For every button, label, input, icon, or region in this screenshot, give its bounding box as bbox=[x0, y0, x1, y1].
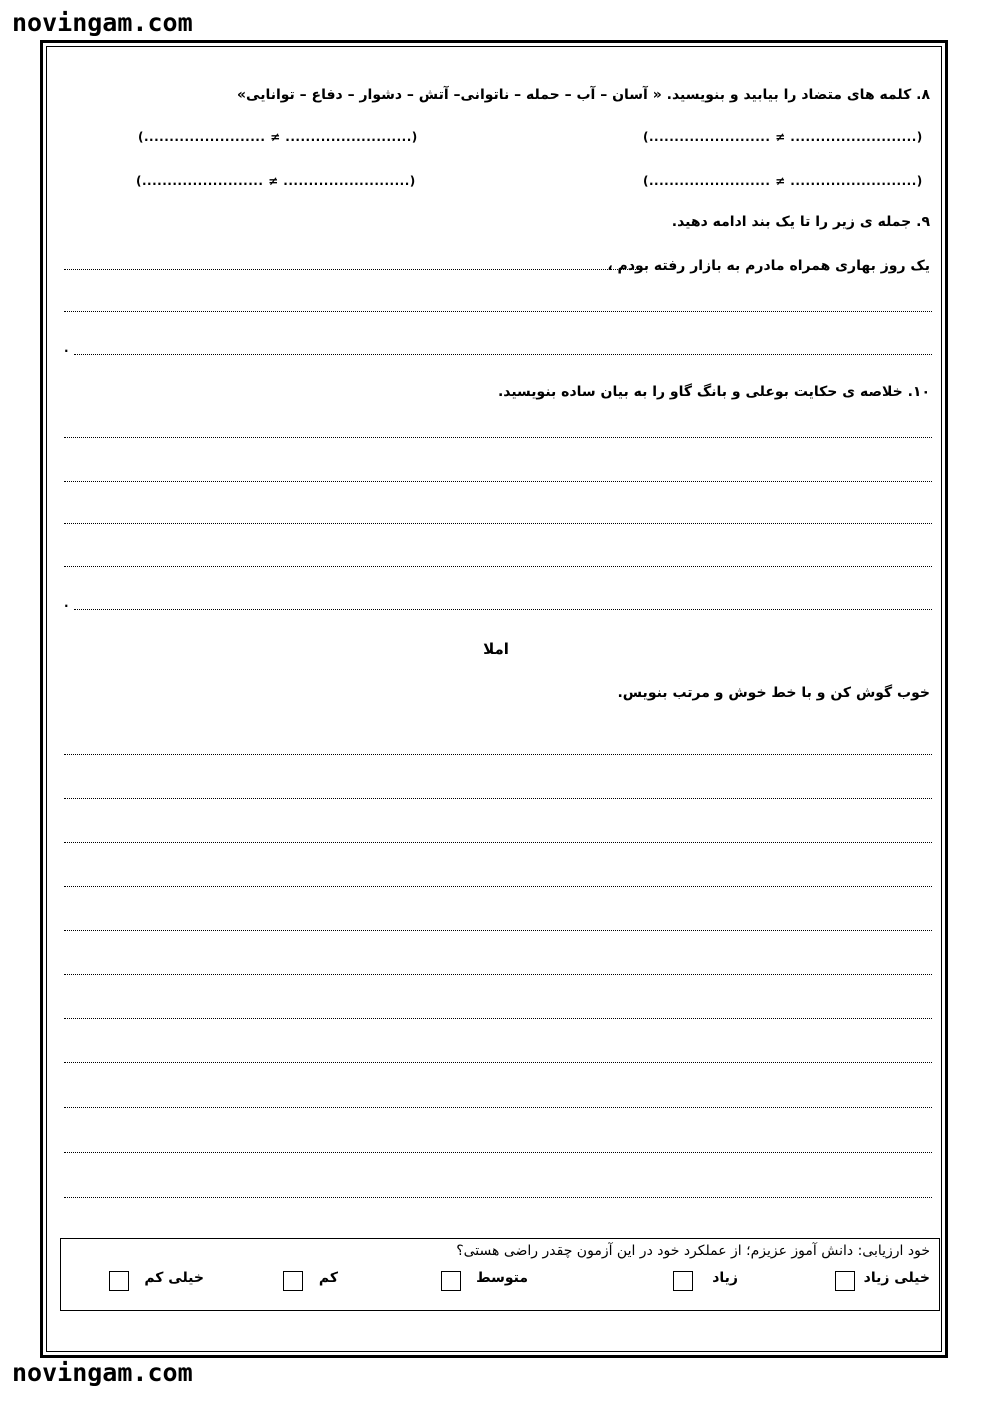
dictation-line[interactable] bbox=[64, 1197, 932, 1198]
answer-line[interactable] bbox=[64, 523, 932, 524]
dictation-line[interactable] bbox=[64, 1062, 932, 1063]
option-high-label: زیاد bbox=[712, 1270, 738, 1286]
antonym-pair-2: (........................ ≠ .........................) bbox=[643, 130, 923, 144]
answer-line[interactable] bbox=[64, 481, 932, 482]
answer-line[interactable] bbox=[64, 311, 932, 312]
antonym-pair-1: (........................ ≠ .........................) bbox=[138, 130, 418, 144]
dictation-line[interactable] bbox=[64, 974, 932, 975]
dictation-line[interactable] bbox=[64, 886, 932, 887]
option-very-low-label: خیلی کم bbox=[144, 1270, 204, 1286]
option-low-label: کم bbox=[318, 1270, 338, 1286]
option-low-checkbox[interactable] bbox=[283, 1271, 303, 1291]
option-high-checkbox[interactable] bbox=[673, 1271, 693, 1291]
self-eval-question: خود ارزیابی: دانش آموز عزیزم؛ از عملکرد خود در این آزمون چقدر راضی هستی؟ bbox=[456, 1243, 930, 1259]
antonym-pair-4: (........................ ≠ .........................) bbox=[643, 174, 923, 188]
option-medium-label: متوسط bbox=[476, 1270, 528, 1286]
line-period: . bbox=[64, 341, 69, 355]
dictation-line[interactable] bbox=[64, 798, 932, 799]
option-very-high-label: خیلی زیاد bbox=[863, 1270, 930, 1286]
line-period: . bbox=[64, 596, 69, 610]
dictation-title: املا bbox=[483, 640, 509, 658]
antonym-pair-3: (........................ ≠ .........................) bbox=[136, 174, 416, 188]
option-very-high-checkbox[interactable] bbox=[835, 1271, 855, 1291]
answer-line[interactable] bbox=[74, 609, 932, 610]
answer-line[interactable] bbox=[64, 269, 644, 270]
dictation-instruction: خوب گوش کن و با خط خوش و مرتب بنویس. bbox=[617, 685, 930, 701]
watermark-top: novingam.com bbox=[12, 8, 193, 37]
answer-line[interactable] bbox=[64, 566, 932, 567]
dictation-line[interactable] bbox=[64, 842, 932, 843]
dictation-line[interactable] bbox=[64, 1018, 932, 1019]
dictation-line[interactable] bbox=[64, 754, 932, 755]
answer-line[interactable] bbox=[64, 437, 932, 438]
option-medium-checkbox[interactable] bbox=[441, 1271, 461, 1291]
dictation-line[interactable] bbox=[64, 1107, 932, 1108]
option-very-low-checkbox[interactable] bbox=[109, 1271, 129, 1291]
dictation-line[interactable] bbox=[64, 930, 932, 931]
dictation-line[interactable] bbox=[64, 1152, 932, 1153]
question-9: ۹. جمله ی زیر را تا یک بند ادامه دهید. bbox=[671, 214, 930, 230]
question-8: ۸. کلمه های متضاد را بیابید و بنویسید. « آسان – آب – حمله – ناتوانی– آتش – دشوار – دفاع – توانایی» bbox=[236, 87, 930, 103]
watermark-bottom: novingam.com bbox=[12, 1358, 193, 1387]
question-9-starter: یک روز بهاری همراه مادرم به بازار رفته بودم ، bbox=[607, 258, 930, 274]
answer-line[interactable] bbox=[74, 354, 932, 355]
question-10: ۱۰. خلاصه ی حکایت بوعلی و بانگ گاو را به بیان ساده بنویسید. bbox=[497, 384, 930, 400]
